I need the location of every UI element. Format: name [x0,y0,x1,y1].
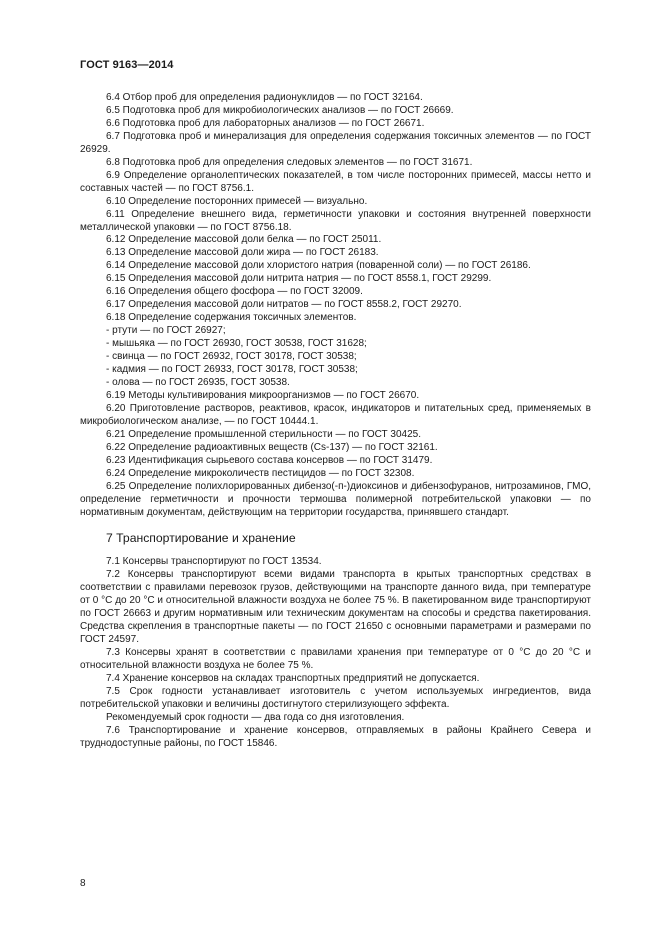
paragraph-6-14: 6.14 Определение массовой доли хлористого натрия (поваренной соли) — по ГОСТ 26186. [106,260,531,272]
list-item-lead: - свинца — по ГОСТ 26932, ГОСТ 30178, ГОСТ 30538; [106,351,357,363]
paragraph-6-15: 6.15 Определения массовой доли нитрита натрия — по ГОСТ 8558.1, ГОСТ 29299. [106,273,492,285]
paragraph-shelf-life: Рекомендуемый срок годности — два года со дня изготовления. [106,711,405,723]
page-number: 8 [80,878,86,889]
paragraph-6-23: 6.23 Идентификация сырьевого состава консервов — по ГОСТ 31479. [106,454,433,466]
document-body [80,92,591,751]
list-item-arsenic: - мышьяка — по ГОСТ 26930, ГОСТ 30538, ГОСТ 31628; [106,338,367,350]
document-header: ГОСТ 9163—2014 [80,59,174,71]
list-item-cadmium: - кадмия — по ГОСТ 26933, ГОСТ 30178, ГОСТ 30538; [106,364,358,376]
paragraph-7-5: 7.5 Срок годности устанавливает изготовитель с учетом используемых ингредиентов, вида потребительской упаковки и величины достигнутого стерилизующего эффекта. [80,685,591,710]
paragraph-6-4: 6.4 Отбор проб для определения радионуклидов — по ГОСТ 32164. [106,92,423,103]
paragraph-7-6: 7.6 Транспортирование и хранение консервов, отправляемых в районы Крайнего Севера и труднодоступные районы, по ГОСТ 15846. [80,724,591,749]
paragraph-6-25: 6.25 Определение полихлорированных дибензо(-п-)диоксинов и дибензофуранов, нитрозаминов, ГМО, определение герметичности и прочности термошва полимерной потребительской упаковки — по нормативным документам, действующим на территории государства, принявшего стандарт. [80,480,591,518]
paragraph-6-24: 6.24 Определение микроколичеств пестицидов — по ГОСТ 32308. [106,467,415,479]
paragraph-7-2: 7.2 Консервы транспортируют всеми видами транспорта в крытых транспортных средствах в соответствии с правилами перевозок грузов, действующими на транспорте данного вида, при температуре от 0 °C до 20 °C и относительной влажности воздуха не более 75 %. В пакетированном виде транспортируют по ГОСТ 26663 и другим нормативным или техническим документам на способы и средства пакетирования. Средства скрепления в транспортные пакеты — по ГОСТ 21650 с основными параметрами и размерами по ГОСТ 24597. [80,569,591,646]
paragraph-6-20: 6.20 Приготовление растворов, реактивов, красок, индикаторов и питательных сред, применяемых в микробиологическом анализе, — по ГОСТ 10444.1. [80,402,591,427]
paragraph-7-4: 7.4 Хранение консервов на складах транспортных предприятий не допускается. [106,673,480,685]
paragraph-6-11: 6.11 Определение внешнего вида, герметичности упаковки и состояния внутренней поверхности металлической упаковки — по ГОСТ 8756.18. [80,208,591,233]
paragraph-6-6: 6.6 Подготовка проб для лабораторных анализов — по ГОСТ 26671. [106,117,425,129]
paragraph-6-10: 6.10 Определение посторонних примесей — визуально. [106,195,368,207]
paragraph-6-17: 6.17 Определения массовой доли нитратов — по ГОСТ 8558.2, ГОСТ 29270. [106,299,462,311]
paragraph-6-16: 6.16 Определения общего фосфора — по ГОСТ 32009. [106,286,363,298]
paragraph-6-12: 6.12 Определение массовой доли белка — по ГОСТ 25011. [106,234,382,246]
paragraph-6-19: 6.19 Методы культивирования микроорганизмов — по ГОСТ 26670. [106,389,420,401]
paragraph-6-21: 6.21 Определение промышленной стерильности — по ГОСТ 30425. [106,428,422,440]
paragraph-6-13: 6.13 Определение массовой доли жира — по ГОСТ 26183. [106,247,379,259]
paragraph-6-8: 6.8 Подготовка проб для определения следовых элементов — по ГОСТ 31671. [106,156,473,168]
section-7-title: 7 Транспортирование и хранение [106,531,296,546]
paragraph-6-18: 6.18 Определение содержания токсичных элементов. [106,312,357,324]
list-item-tin: - олова — по ГОСТ 26935, ГОСТ 30538. [106,376,290,388]
paragraph-6-9: 6.9 Определение органолептических показателей, в том числе посторонних примесей, массы нетто и составных частей — по ГОСТ 8756.1. [80,169,591,194]
paragraph-7-3: 7.3 Консервы хранят в соответствии с правилами хранения при температуре от 0 °C до 20 °C и относительной влажности воздуха не более 75 %. [80,647,591,672]
paragraph-6-7: 6.7 Подготовка проб и минерализация для определения содержания токсичных элементов — по ГОСТ 26929. [80,130,591,155]
paragraph-6-22: 6.22 Определение радиоактивных веществ (Cs-137) — по ГОСТ 32161. [106,441,438,453]
paragraph-6-5: 6.5 Подготовка проб для микробиологических анализов — по ГОСТ 26669. [106,104,454,116]
list-item-mercury: - ртути — по ГОСТ 26927; [106,325,226,337]
paragraph-7-1: 7.1 Консервы транспортируют по ГОСТ 13534. [106,556,322,568]
